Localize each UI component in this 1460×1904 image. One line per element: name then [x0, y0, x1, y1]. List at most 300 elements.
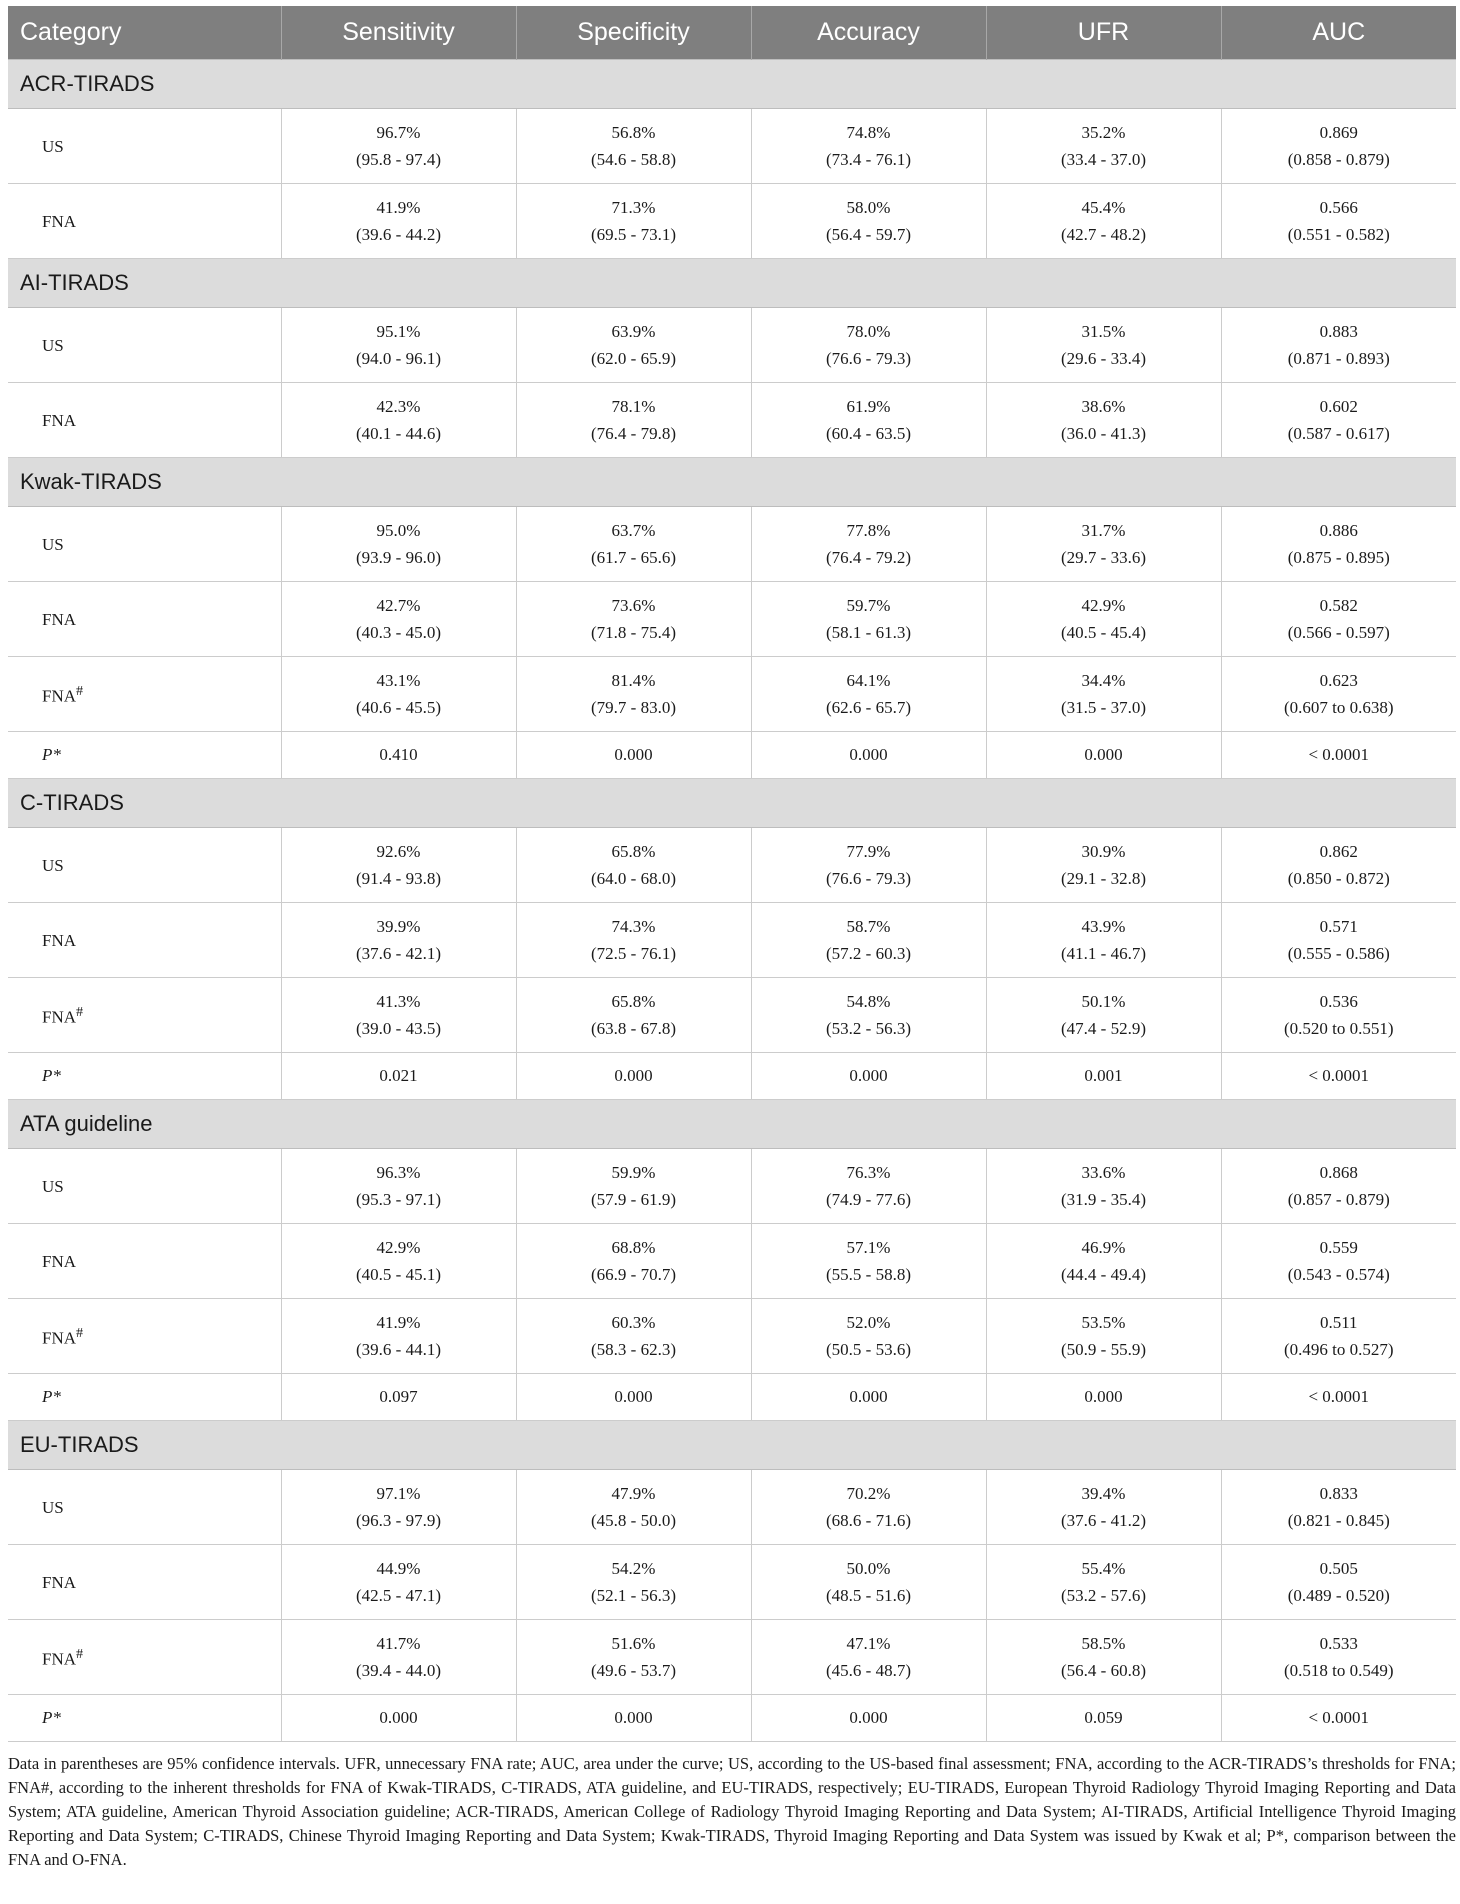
table-row — [8, 383, 1456, 458]
table-cell — [516, 184, 751, 259]
cell-ci: (0.857 - 0.879) — [1287, 1190, 1390, 1209]
cell-value: 46.9% — [1081, 1238, 1126, 1257]
table-cell — [516, 1470, 751, 1545]
row-label — [8, 1545, 281, 1620]
table-cell — [986, 657, 1221, 732]
row-label-text: FNA — [42, 1251, 77, 1271]
group-label: ATA guideline — [8, 1100, 1456, 1149]
cell-ci: (62.0 - 65.9) — [591, 349, 676, 368]
cell-value: 70.2% — [846, 1484, 891, 1503]
cell-value: 0.511 — [1319, 1313, 1358, 1332]
cell-value: 0.536 — [1319, 992, 1358, 1011]
cell-value: 95.1% — [376, 322, 421, 341]
table-cell — [281, 1299, 516, 1374]
cell-ci: (0.850 - 0.872) — [1287, 869, 1390, 888]
table-cell — [1221, 1620, 1456, 1695]
group-label: AI-TIRADS — [8, 259, 1456, 308]
cell-ci: (76.4 - 79.2) — [826, 548, 911, 567]
cell-value: 0.868 — [1319, 1163, 1358, 1182]
cell-value: 31.7% — [1081, 521, 1126, 540]
table-cell — [281, 507, 516, 582]
table-cell — [281, 308, 516, 383]
cell-value: 65.8% — [611, 992, 656, 1011]
table-cell — [751, 1149, 986, 1224]
cell-value: 44.9% — [376, 1559, 421, 1578]
group-row — [8, 1100, 1456, 1149]
cell-ci: (39.6 - 44.1) — [356, 1340, 441, 1359]
cell-ci: (0.489 - 0.520) — [1287, 1586, 1390, 1605]
cell-ci: (40.6 - 45.5) — [356, 698, 441, 717]
cell-value: 53.5% — [1081, 1313, 1126, 1332]
table-cell — [751, 308, 986, 383]
cell-ci: (40.5 - 45.4) — [1061, 623, 1146, 642]
row-label-text: FNA — [42, 609, 77, 629]
cell-value: 52.0% — [846, 1313, 891, 1332]
cell-ci: (37.6 - 41.2) — [1061, 1511, 1146, 1530]
table-cell — [751, 1299, 986, 1374]
cell-ci: (45.8 - 50.0) — [591, 1511, 676, 1530]
cell-ci: (31.5 - 37.0) — [1061, 698, 1146, 717]
cell-value: 0.566 — [1319, 198, 1358, 217]
p-value-label: P* — [8, 1053, 281, 1100]
header-auc: AUC — [1221, 6, 1456, 60]
table-cell — [281, 657, 516, 732]
row-label-superscript: # — [76, 1646, 84, 1663]
p-value-cell: 0.000 — [516, 1053, 751, 1100]
cell-ci: (76.6 - 79.3) — [826, 869, 911, 888]
cell-ci: (40.5 - 45.1) — [356, 1265, 441, 1284]
cell-value: 73.6% — [611, 596, 656, 615]
table-cell — [516, 582, 751, 657]
table-cell — [751, 1545, 986, 1620]
cell-value: 76.3% — [846, 1163, 891, 1182]
p-value-cell: < 0.0001 — [1221, 732, 1456, 779]
cell-value: 77.8% — [846, 521, 891, 540]
table-cell — [281, 1224, 516, 1299]
cell-value: 78.0% — [846, 322, 891, 341]
table-cell — [516, 978, 751, 1053]
cell-ci: (45.6 - 48.7) — [826, 1661, 911, 1680]
cell-ci: (53.2 - 56.3) — [826, 1019, 911, 1038]
cell-ci: (0.518 to 0.549) — [1283, 1661, 1394, 1680]
row-label — [8, 1299, 281, 1374]
table-cell — [751, 184, 986, 259]
table-cell — [751, 978, 986, 1053]
cell-ci: (0.496 to 0.527) — [1283, 1340, 1394, 1359]
table-header — [8, 6, 1456, 60]
cell-value: 56.8% — [611, 123, 656, 142]
cell-value: 51.6% — [611, 1634, 656, 1653]
table-row — [8, 1149, 1456, 1224]
cell-value: 63.9% — [611, 322, 656, 341]
table-cell — [516, 657, 751, 732]
p-value-label: P* — [8, 1695, 281, 1742]
cell-ci: (0.551 - 0.582) — [1287, 225, 1390, 244]
cell-ci: (0.520 to 0.551) — [1283, 1019, 1394, 1038]
table-cell — [281, 1545, 516, 1620]
p-value-cell: 0.000 — [516, 732, 751, 779]
row-label-text: US — [42, 335, 64, 355]
row-label-text: US — [42, 136, 64, 156]
cell-value: 54.2% — [611, 1559, 656, 1578]
cell-value: 58.7% — [846, 917, 891, 936]
cell-value: 50.0% — [846, 1559, 891, 1578]
table-cell — [1221, 507, 1456, 582]
cell-ci: (60.4 - 63.5) — [826, 424, 911, 443]
cell-ci: (49.6 - 53.7) — [591, 1661, 676, 1680]
cell-ci: (53.2 - 57.6) — [1061, 1586, 1146, 1605]
p-value-label: P* — [8, 732, 281, 779]
cell-value: 71.3% — [611, 198, 656, 217]
table-cell — [516, 383, 751, 458]
cell-ci: (0.858 - 0.879) — [1287, 150, 1390, 169]
table-cell — [516, 1545, 751, 1620]
cell-ci: (94.0 - 96.1) — [356, 349, 441, 368]
table-cell — [986, 1620, 1221, 1695]
cell-value: 68.8% — [611, 1238, 656, 1257]
table-cell — [986, 1545, 1221, 1620]
cell-ci: (76.6 - 79.3) — [826, 349, 911, 368]
cell-ci: (55.5 - 58.8) — [826, 1265, 911, 1284]
cell-ci: (0.871 - 0.893) — [1287, 349, 1390, 368]
row-label-text: US — [42, 1176, 64, 1196]
table-cell — [516, 828, 751, 903]
p-value-cell: 0.021 — [281, 1053, 516, 1100]
cell-ci: (68.6 - 71.6) — [826, 1511, 911, 1530]
table-cell — [986, 184, 1221, 259]
row-label-text: US — [42, 855, 64, 875]
table-cell — [281, 978, 516, 1053]
table-cell — [1221, 1149, 1456, 1224]
table-cell — [516, 1299, 751, 1374]
header-ufr: UFR — [986, 6, 1221, 60]
cell-ci: (29.1 - 32.8) — [1061, 869, 1146, 888]
cell-value: 74.3% — [611, 917, 656, 936]
cell-value: 39.9% — [376, 917, 421, 936]
cell-ci: (72.5 - 76.1) — [591, 944, 676, 963]
cell-ci: (50.9 - 55.9) — [1061, 1340, 1146, 1359]
cell-ci: (71.8 - 75.4) — [591, 623, 676, 642]
cell-value: 42.9% — [376, 1238, 421, 1257]
row-label — [8, 1224, 281, 1299]
table-cell — [986, 109, 1221, 184]
cell-value: 58.5% — [1081, 1634, 1126, 1653]
p-value-cell: 0.000 — [751, 1053, 986, 1100]
cell-ci: (41.1 - 46.7) — [1061, 944, 1146, 963]
row-label-superscript: # — [76, 1325, 84, 1342]
cell-ci: (42.7 - 48.2) — [1061, 225, 1146, 244]
row-label — [8, 184, 281, 259]
table-cell — [281, 828, 516, 903]
table-row — [8, 657, 1456, 732]
row-label-text: FNA — [42, 211, 77, 231]
header-accuracy: Accuracy — [751, 6, 986, 60]
cell-value: 59.9% — [611, 1163, 656, 1182]
group-row — [8, 458, 1456, 507]
table-cell — [751, 1620, 986, 1695]
cell-ci: (0.587 - 0.617) — [1287, 424, 1390, 443]
cell-ci: (0.821 - 0.845) — [1287, 1511, 1390, 1530]
cell-value: 41.7% — [376, 1634, 421, 1653]
row-label — [8, 109, 281, 184]
group-label: C-TIRADS — [8, 779, 1456, 828]
cell-ci: (50.5 - 53.6) — [826, 1340, 911, 1359]
cell-value: 58.0% — [846, 198, 891, 217]
table-row — [8, 978, 1456, 1053]
cell-ci: (37.6 - 42.1) — [356, 944, 441, 963]
cell-value: 65.8% — [611, 842, 656, 861]
cell-ci: (74.9 - 77.6) — [826, 1190, 911, 1209]
cell-value: 0.559 — [1319, 1238, 1358, 1257]
table-row — [8, 582, 1456, 657]
p-value-cell: 0.000 — [516, 1374, 751, 1421]
group-row — [8, 60, 1456, 109]
cell-value: 64.1% — [846, 671, 891, 690]
cell-value: 33.6% — [1081, 1163, 1126, 1182]
p-value-row — [8, 1695, 1456, 1742]
row-label-text: FNA — [42, 410, 77, 430]
cell-ci: (31.9 - 35.4) — [1061, 1190, 1146, 1209]
p-value-cell: 0.000 — [751, 1374, 986, 1421]
row-label — [8, 1149, 281, 1224]
row-label — [8, 657, 281, 732]
table-row — [8, 828, 1456, 903]
cell-value: 42.9% — [1081, 596, 1126, 615]
cell-ci: (79.7 - 83.0) — [591, 698, 676, 717]
table-cell — [986, 828, 1221, 903]
p-value-cell: 0.000 — [751, 1695, 986, 1742]
cell-ci: (62.6 - 65.7) — [826, 698, 911, 717]
table-cell — [751, 109, 986, 184]
p-value-row — [8, 1374, 1456, 1421]
row-label — [8, 582, 281, 657]
cell-value: 50.1% — [1081, 992, 1126, 1011]
cell-ci: (42.5 - 47.1) — [356, 1586, 441, 1605]
p-value-cell: 0.000 — [986, 732, 1221, 779]
cell-ci: (96.3 - 97.9) — [356, 1511, 441, 1530]
p-value-cell: 0.059 — [986, 1695, 1221, 1742]
cell-value: 59.7% — [846, 596, 891, 615]
cell-value: 92.6% — [376, 842, 421, 861]
cell-ci: (39.6 - 44.2) — [356, 225, 441, 244]
cell-value: 45.4% — [1081, 198, 1126, 217]
table-row — [8, 1299, 1456, 1374]
cell-value: 41.9% — [376, 198, 421, 217]
p-value-cell: < 0.0001 — [1221, 1374, 1456, 1421]
table-cell — [986, 308, 1221, 383]
cell-ci: (0.607 to 0.638) — [1283, 698, 1394, 717]
table-cell — [281, 903, 516, 978]
p-value-label: P* — [8, 1374, 281, 1421]
table-cell — [751, 582, 986, 657]
cell-ci: (39.4 - 44.0) — [356, 1661, 441, 1680]
table-cell — [986, 507, 1221, 582]
cell-ci: (40.3 - 45.0) — [356, 623, 441, 642]
cell-ci: (0.875 - 0.895) — [1287, 548, 1390, 567]
row-label-text: US — [42, 534, 64, 554]
table-cell — [281, 1149, 516, 1224]
table-cell — [1221, 828, 1456, 903]
p-value-cell: 0.000 — [751, 732, 986, 779]
cell-value: 41.9% — [376, 1313, 421, 1332]
group-label: EU-TIRADS — [8, 1421, 1456, 1470]
cell-value: 42.3% — [376, 397, 421, 416]
table-cell — [281, 1470, 516, 1545]
cell-ci: (69.5 - 73.1) — [591, 225, 676, 244]
cell-value: 0.862 — [1319, 842, 1358, 861]
cell-ci: (0.543 - 0.574) — [1287, 1265, 1390, 1284]
table-cell — [751, 903, 986, 978]
row-label-text: FNA — [42, 1572, 77, 1592]
table-cell — [1221, 657, 1456, 732]
cell-ci: (54.6 - 58.8) — [591, 150, 676, 169]
cell-ci: (0.555 - 0.586) — [1287, 944, 1390, 963]
cell-value: 43.1% — [376, 671, 421, 690]
cell-ci: (91.4 - 93.8) — [356, 869, 441, 888]
cell-value: 61.9% — [846, 397, 891, 416]
row-label — [8, 308, 281, 383]
group-label: ACR-TIRADS — [8, 60, 1456, 109]
cell-value: 34.4% — [1081, 671, 1126, 690]
table-cell — [281, 582, 516, 657]
group-row — [8, 259, 1456, 308]
cell-ci: (57.2 - 60.3) — [826, 944, 911, 963]
cell-ci: (64.0 - 68.0) — [591, 869, 676, 888]
cell-value: 57.1% — [846, 1238, 891, 1257]
cell-ci: (57.9 - 61.9) — [591, 1190, 676, 1209]
cell-ci: (76.4 - 79.8) — [591, 424, 676, 443]
table-cell — [751, 1224, 986, 1299]
row-label — [8, 383, 281, 458]
cell-ci: (58.1 - 61.3) — [826, 623, 911, 642]
cell-ci: (44.4 - 49.4) — [1061, 1265, 1146, 1284]
cell-ci: (48.5 - 51.6) — [826, 1586, 911, 1605]
p-value-cell: 0.000 — [281, 1695, 516, 1742]
table-cell — [1221, 582, 1456, 657]
table-cell — [516, 1224, 751, 1299]
cell-ci: (56.4 - 60.8) — [1061, 1661, 1146, 1680]
table-row — [8, 507, 1456, 582]
table-cell — [516, 109, 751, 184]
row-label-text: FNA — [42, 1007, 77, 1027]
table-row — [8, 1545, 1456, 1620]
row-label-text: FNA — [42, 1649, 77, 1669]
p-value-cell: 0.410 — [281, 732, 516, 779]
p-value-cell: < 0.0001 — [1221, 1695, 1456, 1742]
header-specificity: Specificity — [516, 6, 751, 60]
table-body — [8, 60, 1456, 1742]
table-footnote: Data in parentheses are 95% confidence intervals. UFR, unnecessary FNA rate; AUC, area under the curve; US, according to the US-based final assessment; FNA, according to the ACR-TIRADS’s thresholds for FNA; FNA#, according to the inherent thresholds for FNA of Kwak-TIRADS, C-TIRADS, ATA guideline, and EU-TIRADS, respectively; EU-TIRADS, European Thyroid Radiology Thyroid Imaging Reporting and Data System; ATA guideline, American Thyroid Association guideline; ACR-TIRADS, American College of Radiology Thyroid Imaging Reporting and Data System; AI-TIRADS, Artificial Intelligence Thyroid Imaging Reporting and Data System; C-TIRADS, Chinese Thyroid Imaging Reporting and Data System; Kwak-TIRADS, Thyroid Imaging Reporting and Data System was issued by Kwak et al; P*, comparison between the FNA and O-FNA. — [8, 1754, 1456, 1869]
p-value-cell: 0.001 — [986, 1053, 1221, 1100]
p-value-cell: 0.000 — [986, 1374, 1221, 1421]
cell-value: 96.7% — [376, 123, 421, 142]
row-label-text: FNA — [42, 686, 77, 706]
cell-value: 0.833 — [1319, 1484, 1358, 1503]
table-cell — [986, 582, 1221, 657]
cell-ci: (63.8 - 67.8) — [591, 1019, 676, 1038]
row-label-superscript: # — [76, 683, 84, 700]
cell-ci: (36.0 - 41.3) — [1061, 424, 1146, 443]
cell-ci: (61.7 - 65.6) — [591, 548, 676, 567]
cell-value: 43.9% — [1081, 917, 1126, 936]
p-value-cell: 0.097 — [281, 1374, 516, 1421]
group-row — [8, 779, 1456, 828]
table-cell — [986, 903, 1221, 978]
table-cell — [1221, 383, 1456, 458]
cell-value: 41.3% — [376, 992, 421, 1011]
cell-ci: (52.1 - 56.3) — [591, 1586, 676, 1605]
cell-value: 39.4% — [1081, 1484, 1126, 1503]
row-label — [8, 978, 281, 1053]
row-label — [8, 507, 281, 582]
table-cell — [516, 1149, 751, 1224]
p-value-cell: < 0.0001 — [1221, 1053, 1456, 1100]
group-label: Kwak-TIRADS — [8, 458, 1456, 507]
cell-value: 0.869 — [1319, 123, 1358, 142]
table-cell — [516, 308, 751, 383]
cell-value: 0.883 — [1319, 322, 1358, 341]
row-label-text: FNA — [42, 930, 77, 950]
cell-ci: (47.4 - 52.9) — [1061, 1019, 1146, 1038]
table-cell — [751, 383, 986, 458]
cell-value: 54.8% — [846, 992, 891, 1011]
table-cell — [986, 978, 1221, 1053]
row-label — [8, 828, 281, 903]
table-cell — [986, 1299, 1221, 1374]
row-label-text: FNA — [42, 1328, 77, 1348]
row-label — [8, 1620, 281, 1695]
table-cell — [986, 1224, 1221, 1299]
cell-value: 30.9% — [1081, 842, 1126, 861]
cell-value: 47.1% — [846, 1634, 891, 1653]
table-cell — [751, 507, 986, 582]
cell-value: 0.571 — [1319, 917, 1358, 936]
results-table — [8, 6, 1456, 1742]
table-cell — [751, 828, 986, 903]
table-cell — [751, 1470, 986, 1545]
cell-value: 96.3% — [376, 1163, 421, 1182]
cell-value: 60.3% — [611, 1313, 656, 1332]
cell-ci: (29.7 - 33.6) — [1061, 548, 1146, 567]
cell-value: 0.602 — [1319, 397, 1358, 416]
cell-value: 55.4% — [1081, 1559, 1126, 1578]
cell-value: 42.7% — [376, 596, 421, 615]
cell-value: 0.582 — [1319, 596, 1358, 615]
cell-ci: (39.0 - 43.5) — [356, 1019, 441, 1038]
table-cell — [1221, 1224, 1456, 1299]
table-cell — [1221, 109, 1456, 184]
header-row — [8, 6, 1456, 60]
cell-ci: (58.3 - 62.3) — [591, 1340, 676, 1359]
table-cell — [1221, 1545, 1456, 1620]
p-value-row — [8, 732, 1456, 779]
table-cell — [986, 1470, 1221, 1545]
table-cell — [1221, 1299, 1456, 1374]
cell-value: 38.6% — [1081, 397, 1126, 416]
group-row — [8, 1421, 1456, 1470]
table-row — [8, 184, 1456, 259]
table-cell — [281, 184, 516, 259]
table-cell — [1221, 903, 1456, 978]
cell-value: 97.1% — [376, 1484, 421, 1503]
row-label — [8, 1470, 281, 1545]
table-cell — [986, 1149, 1221, 1224]
table-cell — [516, 1620, 751, 1695]
cell-value: 0.886 — [1319, 521, 1358, 540]
cell-ci: (56.4 - 59.7) — [826, 225, 911, 244]
table-cell — [1221, 1470, 1456, 1545]
cell-ci: (40.1 - 44.6) — [356, 424, 441, 443]
